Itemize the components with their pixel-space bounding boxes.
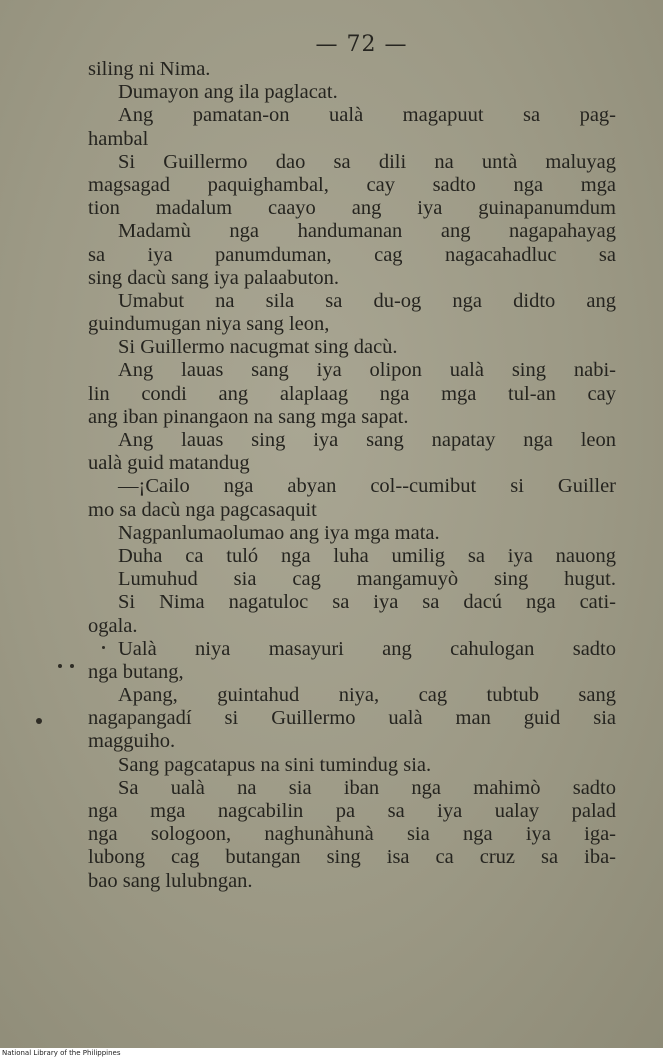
text-line: nga sologoon, naghunàhunà sia nga iya iga- xyxy=(88,823,616,846)
text-line: Sa ualà na sia iban nga mahimò sadto xyxy=(118,776,616,799)
text-line: hambal xyxy=(88,127,149,150)
text-line: Duha ca tuló nga luha umilig sa iya nauong xyxy=(118,544,616,567)
text-line: Madamù nga handumanan ang nagapahayag xyxy=(118,220,616,243)
text-line: Apang, guintahud niya, cag tubtub sang xyxy=(118,684,616,707)
text-line: Umabut na sila sa du-og nga didto ang xyxy=(118,289,616,312)
text-line: nga mga nagcabilin pa sa iya ualay palad xyxy=(88,800,616,822)
text-line: Ang pamatan-on ualà magapuut sa pag- xyxy=(118,104,616,127)
text-line: —¡Cailo nga abyan col--cumibut si Guiller xyxy=(118,475,616,498)
text-line: tion madalum caayo ang iya guinapanumdum xyxy=(88,197,616,220)
text-line: Ualà niya masayuri ang cahulogan sadto xyxy=(118,637,616,660)
text-line: nga butang, xyxy=(88,660,184,683)
text-line: Si Guillermo dao sa dili na untà maluyag xyxy=(118,150,616,173)
text-line: magsagad paquighambal, cay sadto nga mga xyxy=(88,173,616,196)
text-line: Lumuhud sia cag mangamuyò sing hugut. xyxy=(118,568,616,591)
text-line: ualà guid matandug xyxy=(88,452,250,475)
text-line: Si Guillermo nacugmat sing dacù. xyxy=(118,336,398,359)
page-number: — 72 — xyxy=(315,32,408,57)
text-line: lin condi ang alaplaag nga mga tul-an cay xyxy=(88,382,616,405)
text-line: Ang lauas sang iya olipon ualà sing nabi- xyxy=(118,359,616,382)
text-line: Ang lauas sing iya sang napatay nga leon xyxy=(118,429,616,451)
text-line: Si Nima nagatuloc sa iya sa dacú nga cati- xyxy=(118,591,616,614)
ink-speck xyxy=(36,718,42,724)
body-text xyxy=(88,58,616,893)
text-line: ogala. xyxy=(88,614,138,637)
text-line: lubong cag butangan sing isa ca cruz sa iba- xyxy=(88,846,616,869)
text-line: siling ni Nima. xyxy=(88,58,211,80)
text-line: bao sang lulubngan. xyxy=(88,869,253,892)
text-line: sing dacù sang iya palaabuton. xyxy=(88,266,340,289)
text-line: sa iya panumduman, cag nagacahadluc sa xyxy=(88,243,616,266)
text-line: guindumugan niya sang leon, xyxy=(88,313,330,336)
text-line: Sang pagcatapus na sini tumindug sia. xyxy=(118,753,432,776)
text-line: Nagpanlumaolumao ang iya mga mata. xyxy=(118,521,440,544)
text-line: ang iban pinangaon na sang mga sapat. xyxy=(88,405,409,428)
text-line: Dumayon ang ila paglacat. xyxy=(118,81,338,104)
text-line: magguiho. xyxy=(88,730,176,753)
footer-credit: National Library of the Philippines xyxy=(2,1049,121,1057)
text-line: mo sa dacù nga pagcasaquit xyxy=(88,498,317,521)
ink-speck xyxy=(58,664,62,668)
text-line: nagapangadí si Guillermo ualà man guid sia xyxy=(88,707,616,730)
ink-speck xyxy=(70,664,74,668)
